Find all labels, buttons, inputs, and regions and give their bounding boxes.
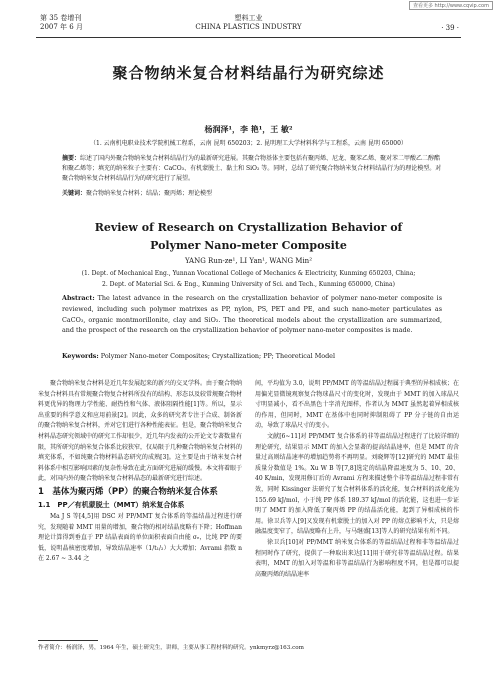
keywords-text-en: Polymer Nano-meter Composites; Crystallization; PP; Theoretical Model — [100, 352, 336, 360]
page-number: · 39 · — [441, 24, 459, 32]
page-header — [0, 14, 497, 36]
abstract-label-cn: 摘要： — [62, 155, 81, 162]
journal-en: CHINA PLASTICS INDUSTRY — [195, 23, 302, 31]
abstract-en — [62, 293, 442, 336]
paper-title-en-line2: Polymer Nano-meter Composite — [150, 239, 347, 252]
section-heading-1-1: 1.1 PP／有机蒙脱土（MMT）纳米复合体系 — [38, 500, 185, 509]
intro-paragraph: 聚合物纳米复合材料是近几年发展起来的新兴的交叉学科。由于聚合物纳米复合材料具有常规聚合物复合材料所没有的结构、形态以及较常规聚合物材料更优异的物理力学性能、耐热性和气体、液体阻隔性能[1]等。所以，显示出重要的科学意义和应用前景[2]。因此，众多的研究者专注于合成、制备新的聚合物纳米复合材料，并对它们进行各种性能表征。但是，聚合物纳米复合材料晶态研究领域中的研究工作却很少，近几年内发表的公开论文专著数量有限，其所研究的纳米复合体系比较狭窄，仅局限于几种聚合物纳米复合材料的填充体系，不如纯聚合物材料晶态研究的成熟[3]。这主要是由于纳米复合材料体系中相互影响因素的复杂性导致在此方面研究进展的缓慢。本文将着眼于此，对国内外的聚合物纳米复合材料晶态的最新研究进行综述。 — [38, 380, 243, 483]
keywords-cn — [62, 188, 442, 197]
keywords-label-cn: 关键词： — [62, 190, 87, 197]
date-line: 2007 年 6 月 — [40, 23, 83, 31]
body-paragraph: 徐卫兵[10]对 PP/MMT 纳米复合体系的等温结晶过程和非等温结晶过程同时作了研究，提供了一种取出来达[11]用于研究非等温结晶过程。结果表明，MMT 的加入对等温和非等温结晶行为影响程度不同，但是都可以提高聚丙烯的结晶速率 — [255, 538, 459, 578]
affiliation-en-2: 2. Dept. of Material Sci. & Eng., Kunming University of Sci. and Tech., Kunming 650000, China) — [102, 281, 395, 288]
keywords-label-en: Keywords: — [62, 352, 99, 360]
affiliation-en-1: (1. Dept. of Mechanical Eng., Yunnan Vocational College of Mechanics & Electricity, Kunming 650203, China; — [81, 270, 416, 277]
body-column-left — [38, 379, 242, 565]
volume-line: 第 35 卷增刊 — [40, 14, 82, 22]
footnote-rule — [38, 640, 98, 641]
author-footnote: 作者简介：杨润泽，男，1964 年生，硕士研究生，讲师，主要从事工程材料的研究。ynkmyrz@163.com — [38, 645, 304, 651]
keywords-en — [62, 352, 442, 360]
abstract-cn — [62, 154, 442, 184]
section-heading-1: 1 基体为聚丙烯（PP）的聚合物纳米复合体系 — [38, 486, 218, 497]
body-paragraph: 间，平均值为 3.0，说明 PP/MMT 的等温结晶过程属于典型的异相成核；在用偏光显微镜观察复合物球晶尺寸的变化时，发现由于 MMT 的加入球晶尺寸明显减小，看不出黑色十字消光图样，作者认为 MMT 虽然起着异相成核的作用，但同时，MMT 在基体中也同时抑制阻碍了 PP 分子链的自由运动，导致了球晶尺寸的变小。 — [255, 380, 459, 430]
keywords-text-cn: 聚合物纳米复合材料；结晶；聚丙烯；理论模型 — [86, 190, 213, 197]
abstract-text-cn: 综述了国内外聚合物纳米复合材料结晶行为的最新研究进展。其聚合物基体主要包括有聚丙烯、尼龙、聚苯乙烯、聚对苯二甲酸乙二醇酯和聚乙烯等；填充的纳米粒子主要有：CaCO₃、有机蒙脱土、黏土和 SiO₂ 等。同时，总结了研究聚合物纳米复合材料结晶行为的理论模型。对聚合物纳米复合材料结晶行为的研究进行了展望。 — [62, 155, 442, 182]
header-rule — [36, 37, 461, 38]
authors-en: YANG Run-ze¹, LI Yan¹, WANG Min² — [184, 257, 313, 265]
abstract-label-en: Abstract: — [62, 294, 95, 302]
abstract-text-en: The latest advance in the research on the crystallization behavior of polymer nano-meter composite is reviewed, including such polymer matrixes as PP, nylon, PS, PET and PE, and such nano-meter particulates as CaCO₃, organic montmorillonite, clay and SiO₂. The theoretical models about the crystallization are summarized, and the prospect of the research on the crystallization behavior of polymer nano-meter composites is made. — [62, 294, 442, 335]
paper-title-en-line1: Review of Research on Crystallization Behavior of — [94, 221, 403, 234]
journal-name — [0, 14, 497, 32]
body-column-right — [255, 379, 459, 580]
affiliation-cn: （1. 云南机电职业技术学院机械工程系，云南 昆明 650203；2. 昆明理工大学材料科学与工程系，云南 昆明 65000） — [90, 140, 407, 147]
body-paragraph: 文献[6~11]对 PP/MMT 复合体系的非等温结晶过程进行了比较详细的理论研究，结果显示 MMT 的加入会显著的提高结晶速率，但是 MMT 的含量过高则结晶速率的增加趋势将不再明显。刘晓辉等[12]研究的 MMT 最佳质量分数值是 1%。Xu W B 等[7,8]选定的结晶降温速度为 5、10、20、40 K/min，发现用修订后的 Avrami 方程来描述整个非等温结晶过程非常有效，同时 Kissinger 法研究了复合材料体系的活化能，复合材料的活化能为 155.69 kJ/mol，小于纯 PP 体系 189.37 kJ/mol 的活化能，这也进一步证明了 MMT 的加入降低了聚丙烯 PP 的结晶活化能，起到了异相成核的作用。徐卫兵等人[9]又发现有机蒙脱土的加入对 PP 的熔点影响不大，只是熔融温度变窄了，结晶度略有上升，与马继盛[13]等人的研究结果有所不同。 — [255, 432, 459, 536]
journal-cn: 塑料工业 — [234, 14, 263, 22]
source-stamp[interactable]: 查看更多 http://www.cqvip.com — [409, 1, 493, 10]
paper-title-cn: 聚合物纳米复合材料结晶行为研究综述 — [112, 64, 385, 82]
body-paragraph: Ma J S 等[4,5]用 DSC 对 PP/MMT 复合体系的等温结晶过程进行研究，发现随着 MMT 用量的增加，聚合物的相对结晶度略有下降；Hoffman 理论计算得到垂直于 PP 结晶表面的单位面积表面自由能 σₑ，比纯 PP 的要低，说明晶核密度增加，导致结晶速率（1/t₁/₂）大大增加；Avrami 指数 n 在 2.67 ~ 3.44 之 — [38, 512, 242, 563]
authors-cn: 杨润泽¹，李 艳¹，王 敏² — [204, 124, 293, 134]
